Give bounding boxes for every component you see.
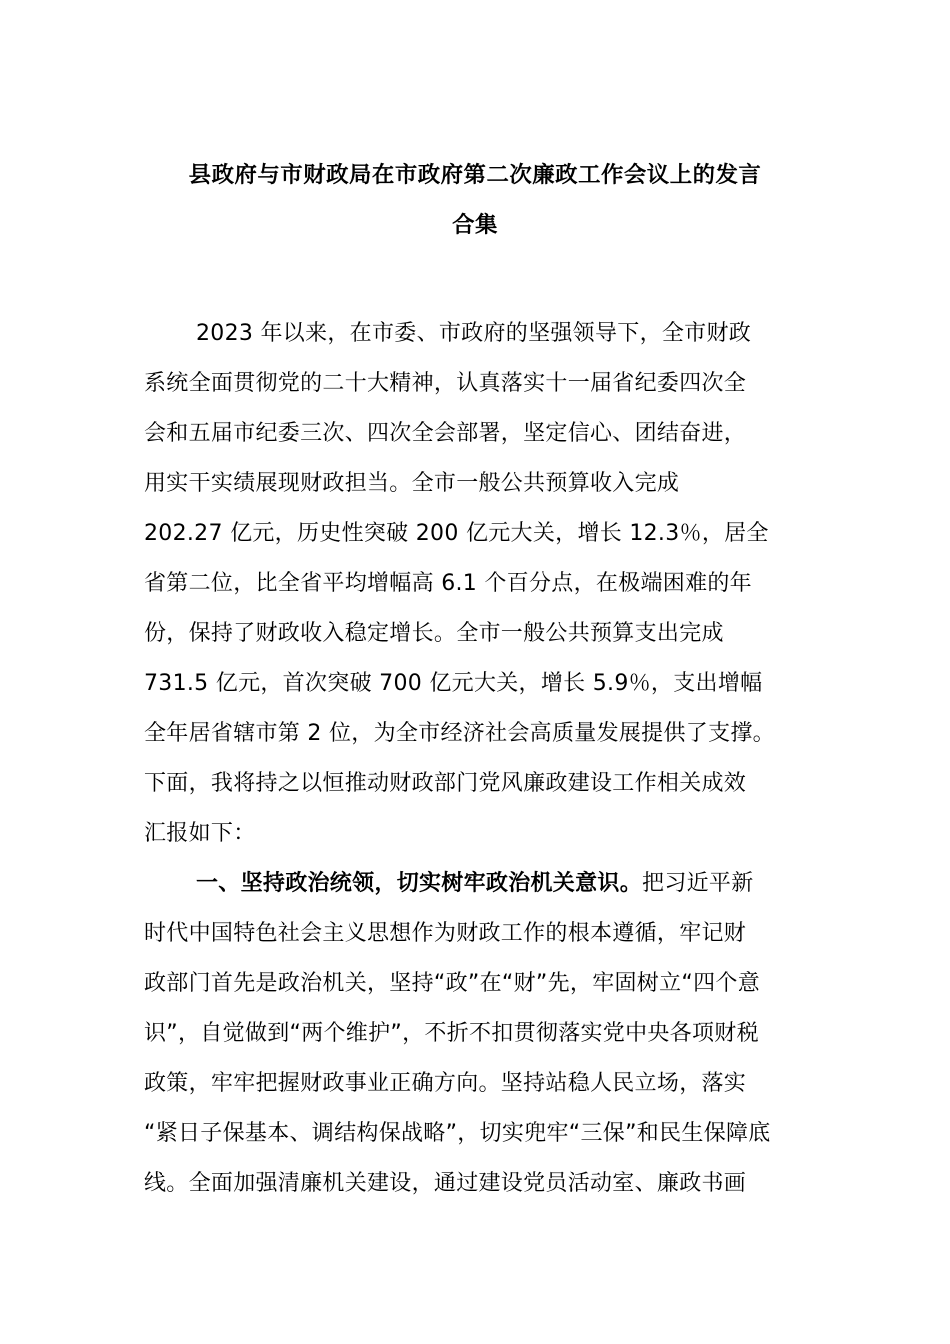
paragraph-line: 份，保持了财政收入稳定增长。全市一般公共预算支出完成 bbox=[144, 621, 724, 646]
paragraph-line bbox=[196, 869, 754, 899]
paragraph-line: 用实干实绩展现财政担当。全市一般公共预算收入完成 bbox=[144, 471, 680, 496]
paragraph-line: “紧日子保基本、调结构保战略”，切实兜牢“三保”和民生保障底 bbox=[144, 1121, 771, 1146]
document-title-line-1: 县政府与市财政局在市政府第二次廉政工作会议上的发言 bbox=[188, 162, 762, 188]
paragraph-line: 省第二位，比全省平均增幅高 6.1 个百分点，在极端困难的年 bbox=[144, 571, 752, 596]
section-heading: 一、坚持政治统领，切实树牢政治机关意识。 bbox=[196, 871, 643, 896]
paragraph-line: 识”，自觉做到“两个维护”，不折不扣贯彻落实党中央各项财税 bbox=[144, 1021, 759, 1046]
paragraph-line: 政策，牢牢把握财政事业正确方向。坚持站稳人民立场，落实 bbox=[144, 1071, 747, 1096]
paragraph-line: 时代中国特色社会主义思想作为财政工作的根本遵循，牢记财 bbox=[144, 921, 747, 946]
paragraph-line: 政部门首先是政治机关，坚持“政”在“财”先，牢固树立“四个意 bbox=[144, 971, 760, 996]
paragraph-line: 731.5 亿元，首次突破 700 亿元大关，增长 5.9％，支出增幅 bbox=[144, 671, 763, 696]
paragraph-line: 下面，我将持之以恒推动财政部门党风廉政建设工作相关成效 bbox=[144, 771, 747, 796]
paragraph-line: 会和五届市纪委三次、四次全会部署，坚定信心、团结奋进， bbox=[144, 421, 747, 446]
paragraph-line: 202.27 亿元，历史性突破 200 亿元大关，增长 12.3％，居全 bbox=[144, 521, 769, 546]
document-title-line-2: 合集 bbox=[452, 212, 498, 238]
paragraph-line: 汇报如下： bbox=[144, 821, 256, 846]
paragraph-line: 系统全面贯彻党的二十大精神，认真落实十一届省纪委四次全 bbox=[144, 371, 747, 396]
paragraph-line: 全年居省辖市第 2 位，为全市经济社会高质量发展提供了支撑。 bbox=[144, 721, 775, 746]
section-text: 把习近平新 bbox=[642, 871, 754, 896]
paragraph-line: 2023 年以来，在市委、市政府的坚强领导下，全市财政 bbox=[196, 321, 752, 346]
paragraph-line: 线。全面加强清廉机关建设，通过建设党员活动室、廉政书画 bbox=[144, 1171, 747, 1196]
